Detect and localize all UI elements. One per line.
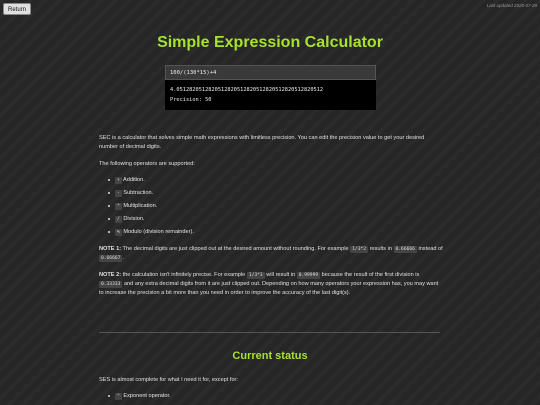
note-1-text: results in <box>369 246 392 252</box>
note-1-text: The decimal digits are just clipped out at the desired amount without rounding. For example <box>122 246 349 252</box>
intro-paragraph <box>99 134 444 152</box>
expression-input[interactable] <box>165 65 376 80</box>
operator-code: / <box>117 217 120 222</box>
list-item-subtraction <box>108 190 153 197</box>
operator-label: Subtraction. <box>123 190 154 196</box>
note-1-label: NOTE 1: <box>99 246 122 252</box>
last-updated-text: Last updated 2020-07-28 <box>486 3 537 8</box>
example-code: 1/3*3 <box>248 273 263 278</box>
bullet-icon <box>108 231 110 233</box>
list-item-addition <box>108 177 145 184</box>
bullet-icon <box>108 395 110 397</box>
operator-label: Addition. <box>123 177 145 183</box>
return-button[interactable]: Return <box>3 3 31 15</box>
example-code: 0.99999 <box>298 273 319 278</box>
operator-label: Division. <box>123 216 145 222</box>
bullet-icon <box>108 192 110 194</box>
example-code: 0.33333 <box>101 282 121 287</box>
precision-label: Precision: <box>170 97 202 103</box>
bullet-icon <box>108 179 110 181</box>
note-2-label: NOTE 2: <box>99 272 122 278</box>
note-2-text: the calculation isn't infinitely precise. For example <box>122 272 246 278</box>
operator-label: Multiplication. <box>123 203 158 209</box>
calculator-panel <box>165 65 376 110</box>
precision-value[interactable]: 50 <box>205 97 212 103</box>
status-text: SES is almost complete for what I need it for, except for: <box>99 377 238 383</box>
operator-code: - <box>117 191 120 196</box>
example-code: 1/3*2 <box>352 247 366 252</box>
intro-text: SEC is a calculator that solves simple math expressions with limitless precision. You can edit the precision value to get your desired number of decimal digits. <box>99 135 425 150</box>
note-1 <box>99 245 444 263</box>
note-2-text: will result in <box>266 272 296 278</box>
list-item-exponent <box>108 393 171 400</box>
operator-code: * <box>117 204 120 209</box>
note-2-text: and any extra decimal digits from it are just clipped out. Depending on how many operators your expression has, you may want to increase the precision a bit more than you need in order to improve the accuracy of the last digit(s). <box>99 281 439 296</box>
note-2 <box>99 271 444 298</box>
operators-intro <box>99 160 444 169</box>
operator-code: % <box>117 230 120 235</box>
precision-row <box>170 95 372 105</box>
status-paragraph <box>99 376 444 385</box>
list-item-multiplication <box>108 203 157 210</box>
note-1-text: . <box>122 255 124 261</box>
current-status-heading: Current status <box>232 350 308 362</box>
example-code: 0.66666 <box>395 247 415 252</box>
result-panel <box>165 80 376 110</box>
bullet-icon <box>108 218 110 220</box>
page-title: Simple Expression Calculator <box>157 34 383 51</box>
note-1-text: instead of <box>418 246 443 252</box>
operator-code: + <box>117 178 120 183</box>
result-value: 4.0512820512820512820512820512820512820512820512 <box>170 87 324 93</box>
bullet-icon <box>108 205 110 207</box>
list-item-division <box>108 216 144 223</box>
example-code: 0.66667 <box>101 256 121 261</box>
operator-label: Modulo (division remainder). <box>123 229 194 235</box>
operator-code: ^ <box>117 394 120 399</box>
operators-intro-text: The following operators are supported: <box>99 161 195 167</box>
operator-label: Exponent operator. <box>123 393 171 399</box>
section-divider <box>99 332 440 333</box>
list-item-modulo <box>108 229 194 236</box>
note-2-text: because the result of the first division is <box>321 272 420 278</box>
